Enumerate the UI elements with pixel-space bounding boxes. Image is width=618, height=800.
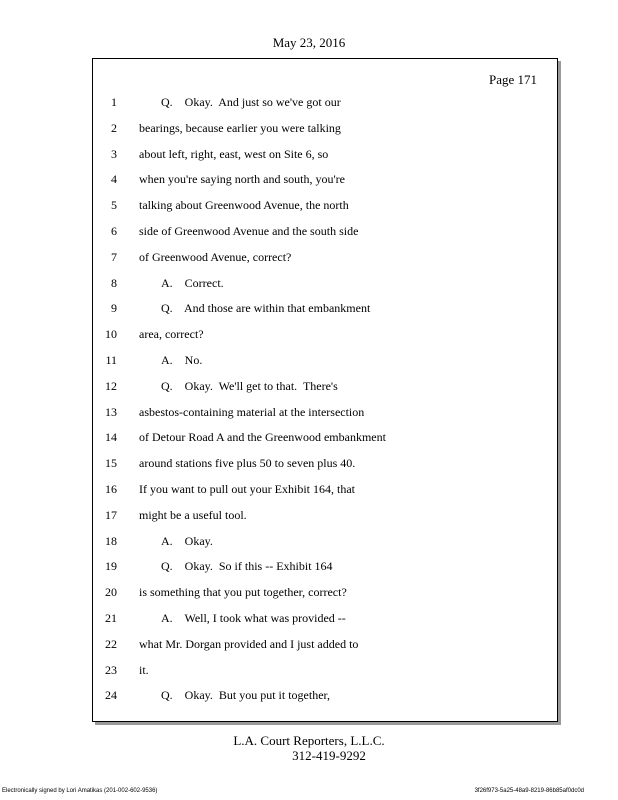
line-text: Q. Okay. But you put it together, bbox=[161, 688, 331, 703]
line-number: 22 bbox=[105, 636, 117, 651]
transcript-line bbox=[93, 222, 557, 240]
footer-phone: 312-419-9292 bbox=[292, 748, 366, 763]
line-text: around stations five plus 50 to seven plus 40. bbox=[139, 456, 356, 471]
line-text: side of Greenwood Avenue and the south side bbox=[139, 224, 359, 238]
transcript-line bbox=[93, 428, 557, 446]
header-date: May 23, 2016 bbox=[272, 35, 346, 50]
line-text: Q. Okay. We'll get to that. There's bbox=[161, 378, 338, 393]
transcript-line bbox=[93, 325, 557, 343]
line-text: talking about Greenwood Avenue, the north bbox=[139, 198, 349, 213]
line-number: 18 bbox=[105, 533, 117, 548]
line-text: area, correct? bbox=[139, 327, 204, 342]
transcript-line bbox=[93, 403, 557, 421]
line-text: A. Well, I took what was provided -- bbox=[161, 611, 346, 625]
transcript-line bbox=[93, 506, 557, 524]
footer bbox=[0, 733, 618, 763]
line-text: Q. Okay. So if this -- Exhibit 164 bbox=[161, 559, 333, 574]
line-number: 23 bbox=[105, 662, 117, 677]
line-text: might be a useful tool. bbox=[139, 507, 247, 522]
transcript-line bbox=[93, 454, 557, 472]
transcript-line bbox=[93, 299, 557, 317]
transcript-line bbox=[93, 532, 557, 550]
line-text: is something that you put together, correct? bbox=[139, 585, 347, 600]
line-number: 11 bbox=[105, 353, 117, 367]
document-id: 3f26f973-5a25-48a9-8219-86b85af0dc0d bbox=[474, 788, 584, 794]
transcript-line bbox=[93, 609, 557, 627]
line-text: what Mr. Dorgan provided and I just added to bbox=[139, 636, 359, 651]
transcript-line bbox=[93, 557, 557, 575]
line-text: If you want to pull out your Exhibit 164, that bbox=[139, 482, 355, 496]
line-number: 6 bbox=[111, 224, 117, 238]
line-number: 15 bbox=[105, 456, 117, 471]
line-text: bearings, because earlier you were talking bbox=[139, 120, 341, 135]
line-number: 17 bbox=[105, 507, 117, 522]
line-number: 19 bbox=[105, 559, 117, 574]
line-number: 4 bbox=[111, 172, 117, 187]
line-text: of Detour Road A and the Greenwood embankment bbox=[139, 430, 386, 445]
transcript-line bbox=[93, 93, 557, 111]
transcript-line bbox=[93, 583, 557, 601]
line-text: Q. Okay. And just so we've got our bbox=[161, 95, 341, 109]
line-number: 12 bbox=[105, 378, 117, 393]
transcript-line bbox=[93, 119, 557, 137]
line-number: 8 bbox=[111, 275, 117, 290]
line-number: 16 bbox=[105, 482, 117, 496]
line-text: it. bbox=[139, 662, 149, 677]
line-number: 7 bbox=[111, 249, 117, 264]
line-number: 10 bbox=[105, 327, 117, 342]
page-number: Page 171 bbox=[488, 72, 537, 87]
line-text: of Greenwood Avenue, correct? bbox=[139, 249, 292, 264]
line-number: 20 bbox=[105, 585, 117, 600]
line-number: 21 bbox=[105, 611, 117, 625]
line-number: 13 bbox=[105, 404, 117, 419]
transcript-line bbox=[93, 635, 557, 653]
line-number: 14 bbox=[105, 430, 117, 445]
transcript-line bbox=[93, 248, 557, 266]
line-text: A. No. bbox=[161, 353, 203, 367]
line-text: Q. And those are within that embankment bbox=[161, 301, 371, 316]
transcript-line bbox=[93, 661, 557, 679]
transcript-line bbox=[93, 145, 557, 163]
line-number: 3 bbox=[111, 146, 117, 161]
transcript-page bbox=[92, 58, 558, 722]
footer-company: L.A. Court Reporters, L.L.C. bbox=[233, 733, 385, 748]
signature-note: Electronically signed by Lori Amatikas (201-002-602-9536) bbox=[2, 788, 158, 794]
transcript-line bbox=[93, 377, 557, 395]
transcript-line bbox=[93, 170, 557, 188]
transcript-line bbox=[93, 480, 557, 498]
transcript-line bbox=[93, 686, 557, 704]
line-number: 2 bbox=[111, 120, 117, 135]
transcript-line bbox=[93, 351, 557, 369]
line-number: 24 bbox=[105, 688, 117, 703]
line-text: about left, right, east, west on Site 6, so bbox=[139, 146, 329, 161]
line-number: 1 bbox=[111, 95, 117, 109]
line-number: 9 bbox=[111, 301, 117, 316]
line-text: A. Correct. bbox=[161, 275, 224, 290]
line-text: asbestos-containing material at the intersection bbox=[139, 404, 365, 419]
transcript-line bbox=[93, 196, 557, 214]
transcript-line bbox=[93, 274, 557, 292]
line-number: 5 bbox=[111, 198, 117, 213]
line-text: when you're saying north and south, you're bbox=[139, 172, 345, 187]
line-text: A. Okay. bbox=[161, 533, 213, 548]
